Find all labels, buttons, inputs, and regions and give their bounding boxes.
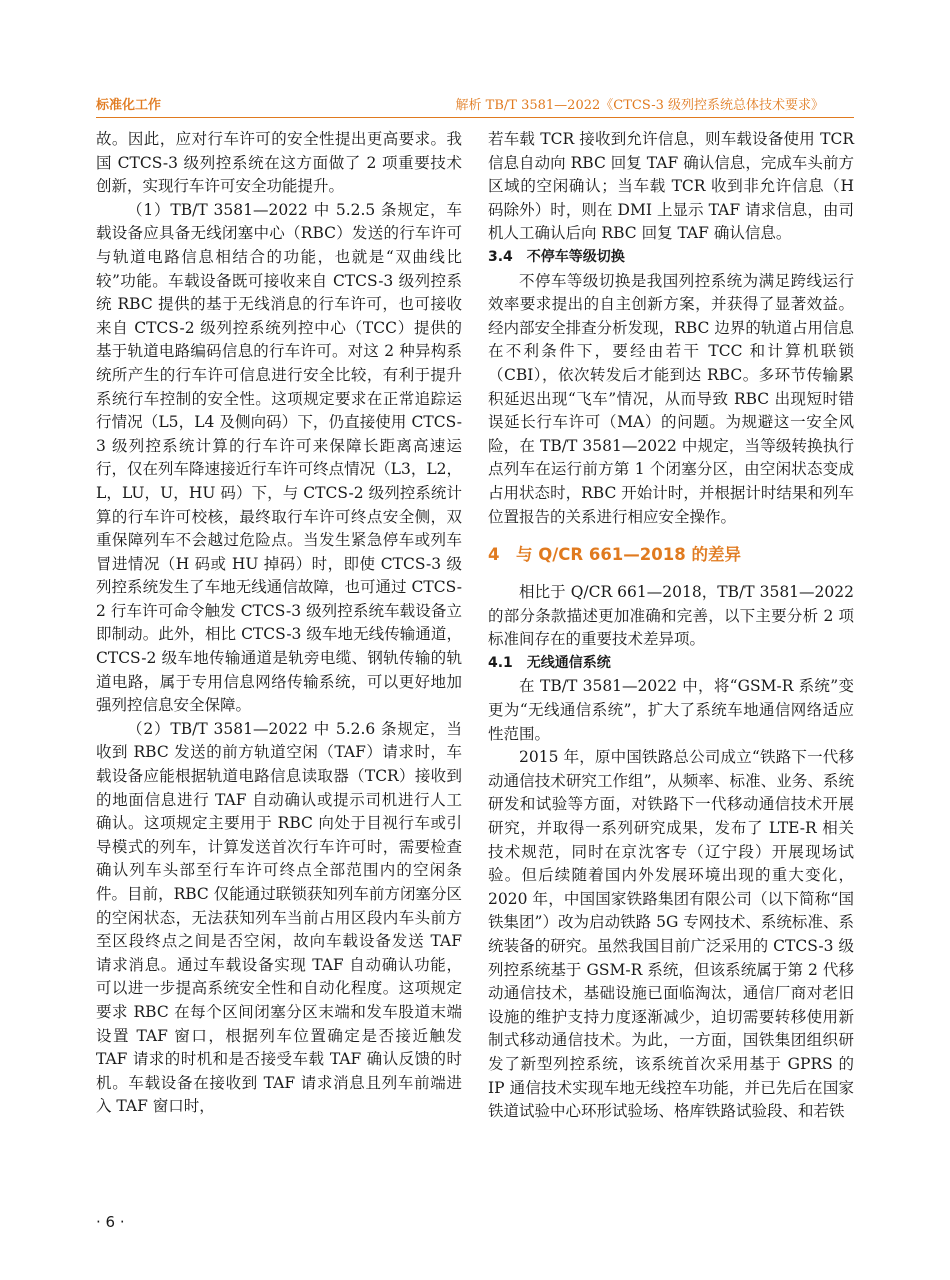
paragraph: 2015 年，原中国铁路总公司成立“铁路下一代移动通信技术研究工作组”，从频率、标准、业务、系统研发和试验等方面，对铁路下一代移动通信技术开展研究，并取得一系列研究成果，发布了 LTE-R 相关技术规范，同时在京沈客专（辽宁段）开展现场试验。但后续随着国内外发展环境出现的重大变化，2020 年，中国国家铁路集团有限公司（以下简称“国铁集团”）改为启动铁路 5G 专网技术、系统标准、系统装备的研究。虽然我国目前广泛采用的 CTCS-3 级列控系统基于 GSM-R 系统，但该系统属于第 2 代移动通信技术，基础设施已面临淘汰，通信厂商对老旧设施的维护支持力度逐渐减少，迫切需要转移使用新制式移动通信技术。为此，一方面，国铁集团组织研发了新型列控系统，该系统首次采用基于 GPRS 的 IP 通信技术实现车地无线控车功能，并已先后在国家铁道试验中心环形试验场、格库铁路试验段、和若铁 bbox=[488, 748, 854, 1121]
paragraph: 不停车等级切换是我国列控系统为满足跨线运行效率要求提出的自主创新方案，并获得了显著效益。经内部安全排查分析发现，RBC 边界的轨道占用信息在不利条件下，要经由若干 TCC 和计算机联锁（CBI），依次转发后才能到达 RBC。多环节传输累积延迟出现“飞车”情况，从而导致 RBC 出现短时错误延长行车许可（MA）的问题。为规避这一安全风险，在 TB/T 3581—2022 中规定，当等级转换执行点列车在运行前方第 1 个闭塞分区，由空闲状态变成占用状态时，RBC 开始计时，并根据计时结果和列车位置报告的关系进行相应安全操作。 bbox=[488, 271, 854, 526]
paragraph: 故。因此，应对行车许可的安全性提出更高要求。我国 CTCS-3 级列控系统在这方面做了 2 项重要技术创新，实现行车许可安全功能提升。 bbox=[96, 130, 462, 196]
running-header bbox=[96, 94, 854, 116]
right-column bbox=[488, 128, 854, 1124]
subsection-heading: 3.4 不停车等级切换 bbox=[488, 248, 625, 265]
page-number: · 6 · bbox=[96, 1213, 125, 1231]
left-column bbox=[96, 128, 462, 1119]
paragraph: 相比于 Q/CR 661—2018，TB/T 3581—2022 的部分条款描述更加准确和完善，以下主要分析 2 项标准间存在的重要技术差异项。 bbox=[488, 583, 854, 649]
section-heading: 4 与 Q/CR 661—2018 的差异 bbox=[488, 545, 741, 565]
paragraph: （1）TB/T 3581—2022 中 5.2.5 条规定，车载设备应具备无线闭塞中心（RBC）发送的行车许可与轨道电路信息相结合的功能，也就是“双曲线比较”功能。车载设备既可接收来自 CTCS-3 级列控系统 RBC 提供的基于无线消息的行车许可，也可接收来自 CTCS-2 级列控系统列控中心（TCC）提供的基于轨道电路编码信息的行车许可。对这 2 种异构系统所产生的行车许可信息进行安全比较，有利于提升系统行车控制的安全性。这项规定要求在正常追踪运行情况（L5，L4 及侧向码）下，仍直接使用 CTCS-3 级列控系统计算的行车许可来保障长距离高速运行，仅在列车降速接近行车许可终点情况（L3，L2，L，LU，U，HU 码）下，与 CTCS-2 级列控系统计算的行车许可校核，最终取行车许可终点安全侧，双重保障列车不会越过危险点。当发生紧急停车或列车冒进情况（H 码或 HU 掉码）时，即使 CTCS-3 级列控系统发生了车地无线通信故障，也可通过 CTCS-2 行车许可命令触发 CTCS-3 级列控系统车载设备立即制动。此外，相比 CTCS-3 级车地无线传输通道，CTCS-2 级车地传输通道是轨旁电缆、钢轨传输的轨道电路，属于专用信息网络传输系统，可以更好地加强列控信息安全保障。 bbox=[96, 200, 462, 715]
subsection-heading: 4.1 无线通信系统 bbox=[488, 654, 611, 671]
paragraph: 在 TB/T 3581—2022 中，将“GSM-R 系统”变更为“无线通信系统”，扩大了系统车地通信网络适应性范围。 bbox=[488, 677, 854, 743]
paragraph: 若车载 TCR 接收到允许信息，则车载设备使用 TCR 信息自动向 RBC 回复 TAF 确认信息，完成车头前方区域的空闲确认；当车载 TCR 收到非允许信息（H 码除外）时，则在 DMI 上显示 TAF 请求信息，由司机人工确认后向 RBC 回复 TAF 确认信息。 bbox=[488, 130, 854, 243]
section-label: 标准化工作 bbox=[96, 98, 162, 113]
paragraph: （2）TB/T 3581—2022 中 5.2.6 条规定，当收到 RBC 发送的前方轨道空闲（TAF）请求时，车载设备应能根据轨道电路信息读取器（TCR）接收到的地面信息进行 TAF 自动确认或提示司机进行人工确认。这项规定主要用于 RBC 向处于目视行车或引导模式的列车，计算发送首次行车许可时，需要检查确认列车头部至行车许可终点全部范围内的空闲条件。目前，RBC 仅能通过联锁获知列车前方闭塞分区的空闲状态，无法获知列车当前占用区段内车头前方至区段终点之间是否空闲，故向车载设备发送 TAF 请求消息。通过车载设备实现 TAF 自动确认功能，可以进一步提高系统安全性和自动化程度。这项规定要求 RBC 在每个区间闭塞分区末端和发车股道末端设置 TAF 窗口，根据列车位置确定是否接近触发 TAF 请求的时机和是否接受车载 TAF 确认反馈的时机。车载设备在接收到 TAF 请求消息且列车前端进入 TAF 窗口时， bbox=[96, 719, 462, 1116]
article-title: 解析 TB/T 3581—2022《CTCS-3 级列控系统总体技术要求》 bbox=[455, 98, 824, 113]
header-rule bbox=[96, 117, 854, 118]
